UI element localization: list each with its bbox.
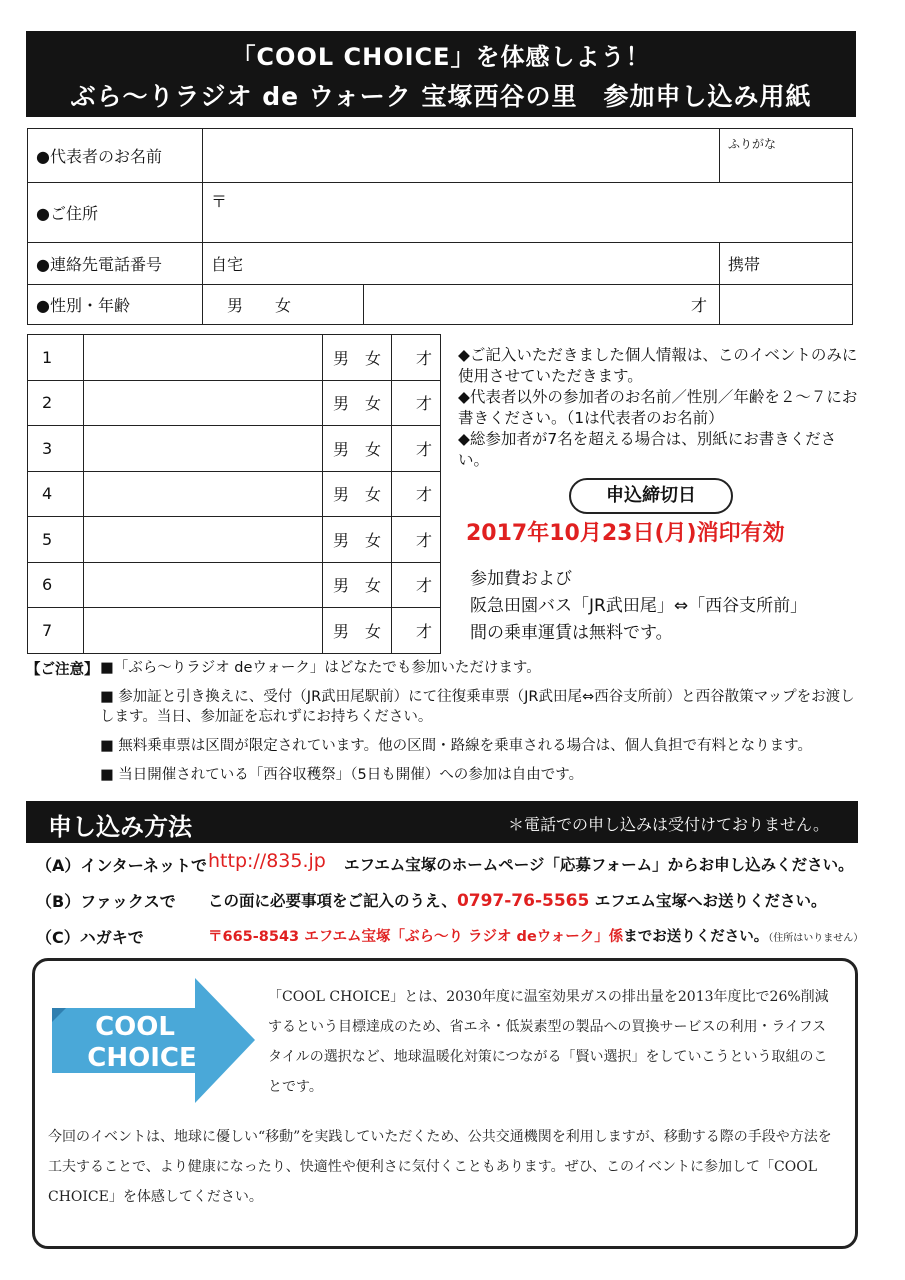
registration-form xyxy=(27,128,853,325)
method-a-label: （A）インターネットで xyxy=(36,856,207,875)
row-number: 6 xyxy=(28,562,84,608)
furigana-label: ふりがな xyxy=(727,137,776,151)
participant-row xyxy=(28,380,441,426)
participant-gender-field[interactable] xyxy=(323,335,392,381)
participants-table xyxy=(27,334,441,654)
age-suffix: 才 xyxy=(415,394,432,414)
gender-options: 男 女 xyxy=(227,296,292,315)
name-field[interactable] xyxy=(203,129,720,183)
caution-label: 【ご注意】 xyxy=(26,662,99,678)
participant-row xyxy=(28,471,441,517)
method-note: ＊電話での申し込みは受付けておりません。 xyxy=(508,815,829,834)
caution-list xyxy=(100,658,860,785)
notes xyxy=(458,345,858,471)
method-b-label: （B）ファックスで xyxy=(36,892,176,911)
deadline-label: 申込締切日 xyxy=(569,478,733,514)
cool-choice-arrow-icon xyxy=(50,978,260,1103)
logo-line2: CHOICE xyxy=(87,1043,197,1073)
name-label: ●代表者のお名前 xyxy=(28,129,203,183)
caution-item: ■ 無料乗車票は区間が限定されています。他の区間・路線を乗車される場合は、個人負担で有料となります。 xyxy=(100,738,812,754)
participant-row xyxy=(28,426,441,472)
method-b-fax: 0797-76-5565 xyxy=(456,891,590,911)
participant-age-field[interactable] xyxy=(392,426,441,472)
participant-row xyxy=(28,608,441,654)
method-c-small: （住所はいりません） xyxy=(768,933,864,944)
address-label: ●ご住所 xyxy=(28,183,203,243)
gender-text: 男 女 xyxy=(332,485,381,505)
age-suffix: 才 xyxy=(415,348,432,368)
fare-line1: 参加費および xyxy=(470,569,572,589)
method-a-text: エフエム宝塚のホームページ「応募フォーム」からお申し込みください。 xyxy=(344,856,854,874)
participant-name-field[interactable] xyxy=(84,335,323,381)
method-c-label: （C）ハガキで xyxy=(36,928,144,947)
cool-choice-logo xyxy=(50,978,260,1103)
participant-age-field[interactable] xyxy=(392,471,441,517)
method-title: 申し込み方法 xyxy=(48,813,192,841)
title-line1: 「COOL CHOICE」を体感しよう！ xyxy=(231,43,651,71)
participant-name-field[interactable] xyxy=(84,380,323,426)
participant-row xyxy=(28,562,441,608)
participant-age-field[interactable] xyxy=(392,517,441,563)
gender-text: 男 女 xyxy=(332,348,381,368)
row-number: 1 xyxy=(28,335,84,381)
row-number: 3 xyxy=(28,426,84,472)
fare-line3: 間の乗車運賃は無料です。 xyxy=(470,623,673,643)
mobile-phone-field[interactable] xyxy=(719,243,852,285)
age-suffix: 才 xyxy=(690,296,707,315)
participant-age-field[interactable] xyxy=(392,335,441,381)
home-label: 自宅 xyxy=(211,255,244,274)
participant-name-field[interactable] xyxy=(84,426,323,472)
method-b-line xyxy=(208,889,826,911)
caution-item: ■「ぶら～りラジオ deウォーク」はどなたでも参加いただけます。 xyxy=(100,660,541,676)
participant-gender-field[interactable] xyxy=(323,517,392,563)
mobile-label: 携帯 xyxy=(727,255,760,274)
gender-text: 男 女 xyxy=(332,530,381,550)
row-number: 7 xyxy=(28,608,84,654)
participant-age-field[interactable] xyxy=(392,380,441,426)
title-banner xyxy=(26,31,856,117)
participant-gender-field[interactable] xyxy=(323,426,392,472)
participant-row xyxy=(28,335,441,381)
logo-line1: COOL xyxy=(95,1012,175,1042)
gender-text: 男 女 xyxy=(332,576,381,596)
method-a-url[interactable]: http://835.jp xyxy=(208,850,326,872)
age-suffix: 才 xyxy=(415,621,432,641)
age-suffix: 才 xyxy=(415,485,432,505)
caution-item: ■ 当日開催されている「西谷収穫祭」（5日も開催）への参加は自由です。 xyxy=(100,767,584,783)
home-phone-field[interactable] xyxy=(203,243,720,285)
deadline-date: 2017年10月23日(月)消印有効 xyxy=(466,521,785,546)
participant-age-field[interactable] xyxy=(392,608,441,654)
note-1: ◆ご記入いただきました個人情報は、このイベントのみに使用させていただきます。 xyxy=(458,346,858,385)
gender-age-label: ●性別・年齢 xyxy=(28,285,203,325)
address-field[interactable] xyxy=(203,183,853,243)
participant-name-field[interactable] xyxy=(84,608,323,654)
note-3: ◆総参加者が7名を超える場合は、別紙にお書きください。 xyxy=(458,430,837,469)
participant-gender-field[interactable] xyxy=(323,471,392,517)
participant-gender-field[interactable] xyxy=(323,608,392,654)
cool-choice-desc: 「COOL CHOICE」とは、2030年度に温室効果ガスの排出量を2013年度比で26%削減するという目標達成のため、省エネ・低炭素型の製品への買換サービスの利用・ライフスタイルの選択など、地球温暖化対策につながる「賢い選択」をしていこうという取組のことです。 xyxy=(268,989,829,1095)
cool-choice-event: 今回のイベントは、地球に優しい“移動”を実践していただくため、公共交通機関を利用しますが、移動する際の手段や方法を工夫することで、より健康になったり、快適性や便利さに気付くこともあります。ぜひ、このイベントに参加して「COOL CHOICE」を体感してください。 xyxy=(48,1129,832,1205)
method-b-text2: エフエム宝塚へお送りください。 xyxy=(594,892,827,910)
fare-line2: 阪急田園バス「JR武田尾」⇔「西谷支所前」 xyxy=(470,596,808,616)
participant-age-field[interactable] xyxy=(392,562,441,608)
method-c-text: までお送りください。 xyxy=(623,929,769,945)
method-c-address: 〒665-8543 エフエム宝塚「ぶら～り ラジオ deウォーク」係 xyxy=(208,929,624,945)
participant-name-field[interactable] xyxy=(84,471,323,517)
gender-text: 男 女 xyxy=(332,439,381,459)
furigana-field[interactable] xyxy=(719,129,852,183)
participant-name-field[interactable] xyxy=(84,517,323,563)
caution-item: ■ 参加証と引き換えに、受付（JR武田尾駅前）にて往復乗車票（JR武田尾⇔西谷支所前）と西谷散策マップをお渡しします。当日、参加証を忘れずにお持ちください。 xyxy=(100,689,855,725)
note-2: ◆代表者以外の参加者のお名前／性別／年齢を２～７にお書きください。（1は代表者のお名前） xyxy=(458,388,858,427)
phone-label: ●連絡先電話番号 xyxy=(28,243,203,285)
title-line2: ぶら～りラジオ de ウォーク 宝塚西谷の里 参加申し込み用紙 xyxy=(70,82,812,111)
gender-field[interactable] xyxy=(203,285,364,325)
gender-text: 男 女 xyxy=(332,394,381,414)
participant-gender-field[interactable] xyxy=(323,562,392,608)
age-field[interactable] xyxy=(364,285,720,325)
method-b-text1: この面に必要事項をご記入のうえ、 xyxy=(208,892,457,910)
age-suffix: 才 xyxy=(415,530,432,550)
row-number: 5 xyxy=(28,517,84,563)
gender-text: 男 女 xyxy=(332,621,381,641)
row-number: 4 xyxy=(28,471,84,517)
fare-info xyxy=(470,566,807,647)
participant-name-field[interactable] xyxy=(84,562,323,608)
method-banner xyxy=(26,801,858,843)
age-suffix: 才 xyxy=(415,439,432,459)
blank-cell xyxy=(719,285,852,325)
participant-gender-field[interactable] xyxy=(323,380,392,426)
row-number: 2 xyxy=(28,380,84,426)
method-c-line xyxy=(208,925,863,946)
postal-mark: 〒 xyxy=(211,192,228,211)
age-suffix: 才 xyxy=(415,576,432,596)
participant-row xyxy=(28,517,441,563)
